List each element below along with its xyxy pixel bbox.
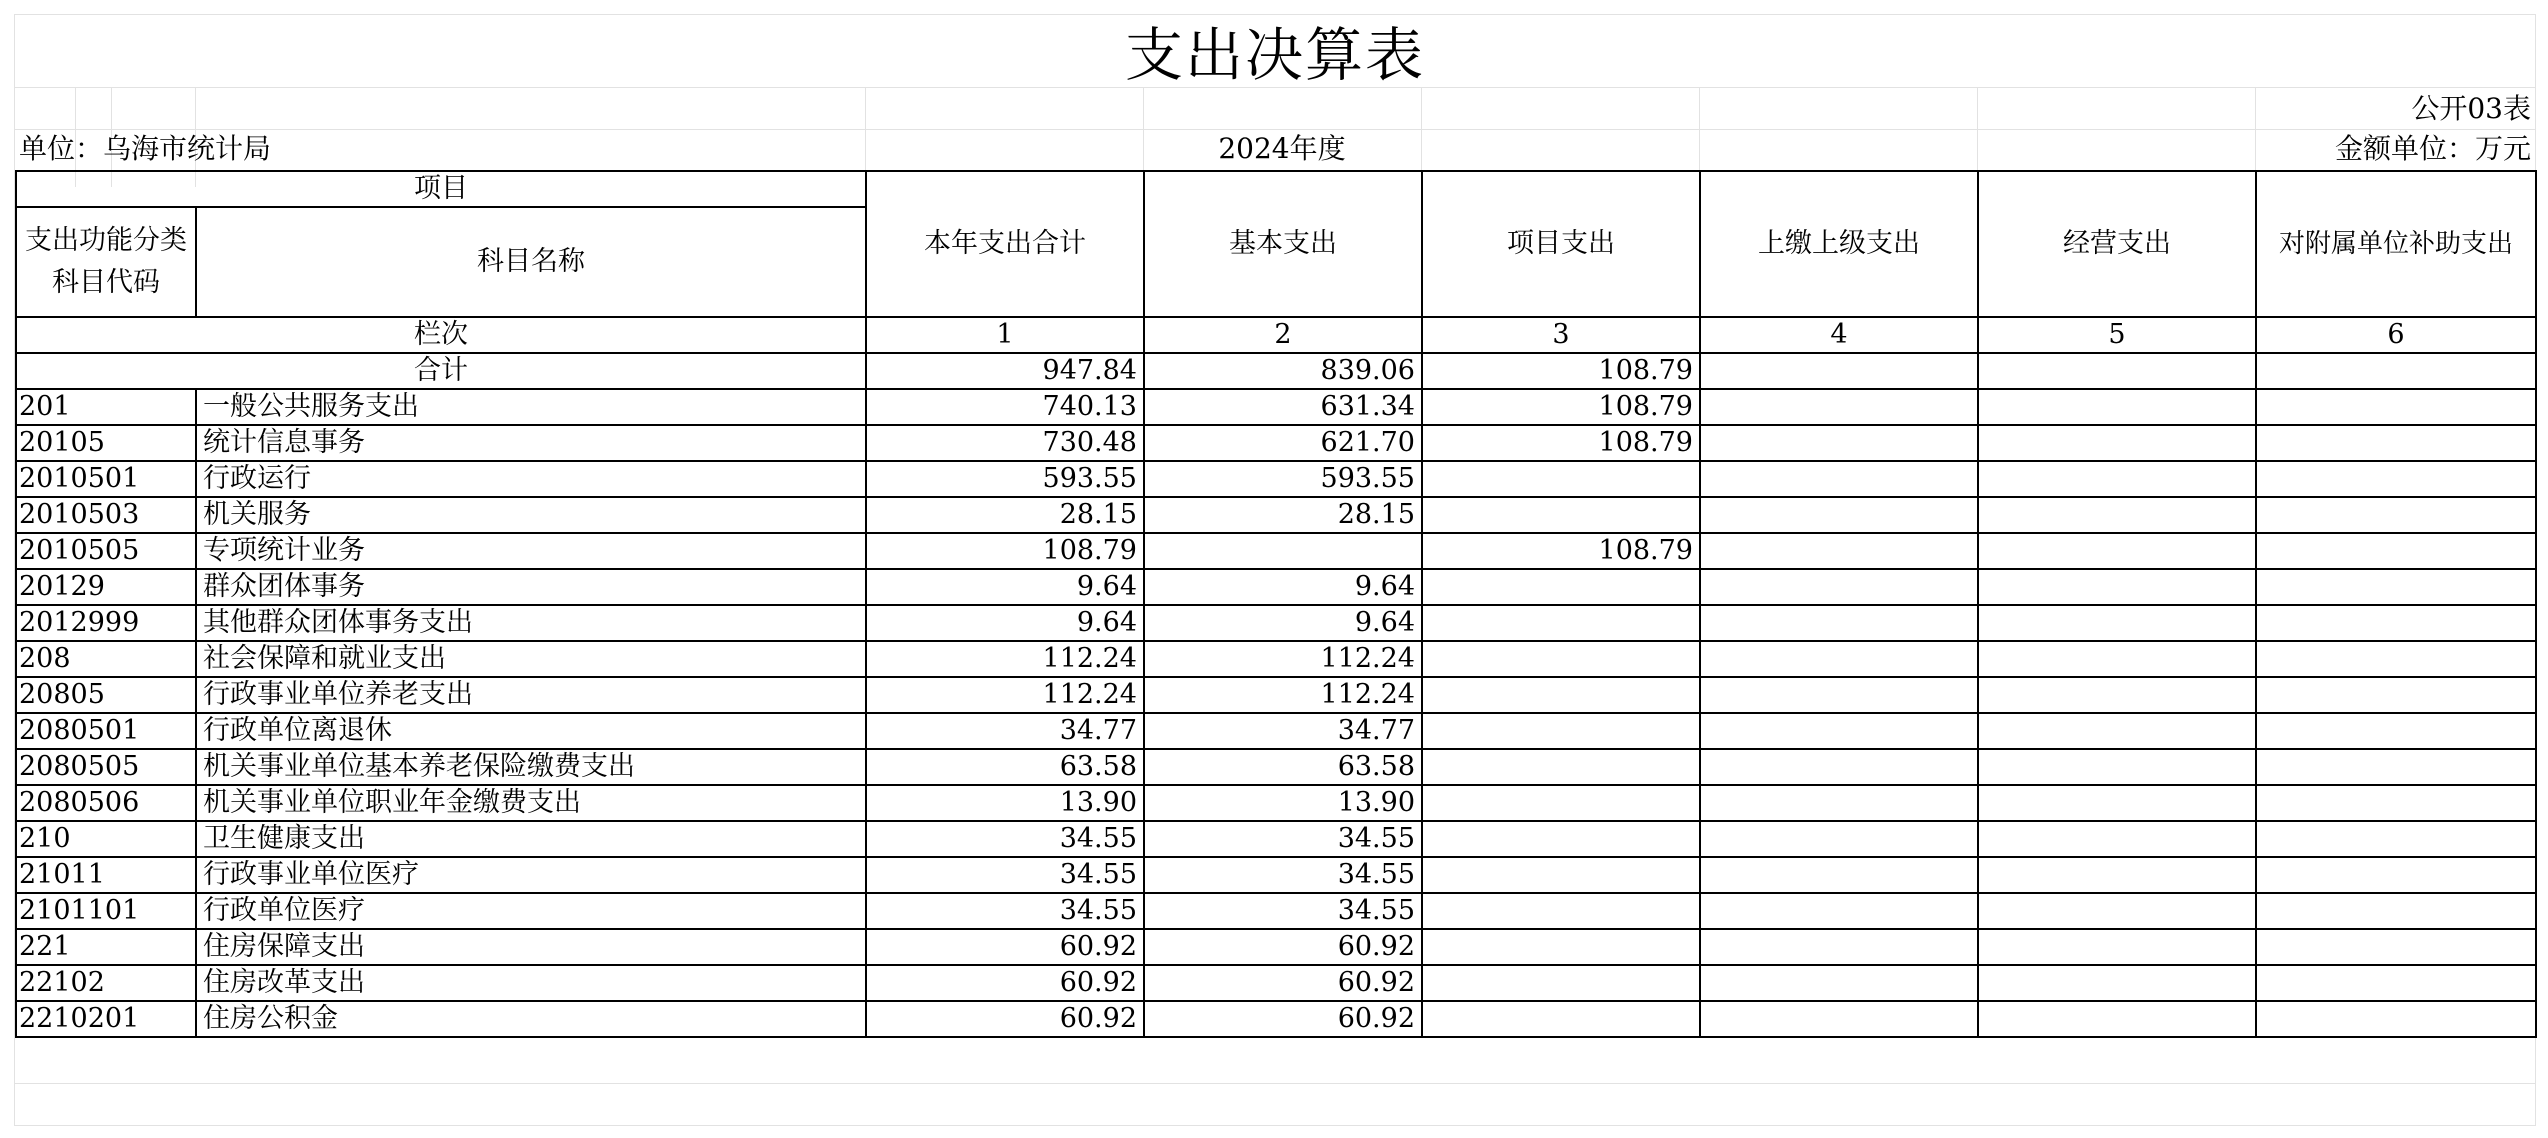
row-code: 2080501 [16,713,196,749]
row-value: 621.70 [1144,425,1422,461]
header-col-6: 对附属单位补助支出 [2256,171,2536,317]
lanci-num: 1 [866,317,1144,353]
row-value: 60.92 [866,1001,1144,1037]
row-value [1144,533,1422,569]
total-value: 947.84 [866,353,1144,389]
row-code: 2101101 [16,893,196,929]
header-code: 支出功能分类科目代码 [16,207,196,317]
row-value [1700,929,1978,965]
table-row [16,425,2536,461]
row-value [1978,929,2256,965]
table-row [16,857,2536,893]
row-name: 专项统计业务 [196,533,866,569]
row-value: 34.55 [1144,857,1422,893]
table-row [16,1001,2536,1037]
lanci-num: 2 [1144,317,1422,353]
row-value [1422,749,1700,785]
table-row [16,785,2536,821]
header-col-4: 上缴上级支出 [1700,171,1978,317]
row-value [2256,893,2536,929]
row-value: 13.90 [1144,785,1422,821]
table-row [16,965,2536,1001]
row-value: 34.55 [866,821,1144,857]
row-code: 201 [16,389,196,425]
row-value [1700,569,1978,605]
row-value [1978,749,2256,785]
row-value: 112.24 [1144,677,1422,713]
row-value [2256,713,2536,749]
total-value [1700,353,1978,389]
row-value [1978,713,2256,749]
total-value: 839.06 [1144,353,1422,389]
row-name: 住房改革支出 [196,965,866,1001]
lanci-num: 5 [1978,317,2256,353]
header-col-1: 本年支出合计 [866,171,1144,317]
row-value: 63.58 [1144,749,1422,785]
row-code: 2010503 [16,497,196,533]
row-value [1700,893,1978,929]
row-value: 60.92 [866,929,1144,965]
row-value [2256,1001,2536,1037]
row-value [1978,389,2256,425]
page-title: 支出决算表 [1124,21,1425,89]
row-value [1422,605,1700,641]
row-code: 2080505 [16,749,196,785]
row-value: 108.79 [1422,389,1700,425]
header-col-5: 经营支出 [1978,171,2256,317]
total-value: 108.79 [1422,353,1700,389]
row-value: 593.55 [866,461,1144,497]
row-value [1422,569,1700,605]
row-value: 112.24 [1144,641,1422,677]
table-row [16,749,2536,785]
row-value [2256,785,2536,821]
row-value [2256,929,2536,965]
row-name: 统计信息事务 [196,425,866,461]
row-name: 社会保障和就业支出 [196,641,866,677]
row-value [1700,533,1978,569]
row-name: 一般公共服务支出 [196,389,866,425]
row-name: 行政事业单位医疗 [196,857,866,893]
row-value [2256,389,2536,425]
row-name: 机关事业单位职业年金缴费支出 [196,785,866,821]
row-value: 9.64 [866,569,1144,605]
row-code: 2210201 [16,1001,196,1037]
row-value [2256,749,2536,785]
row-value [1422,713,1700,749]
row-value: 34.77 [1144,713,1422,749]
row-name: 机关服务 [196,497,866,533]
row-name: 住房公积金 [196,1001,866,1037]
table-row [16,929,2536,965]
row-code: 20129 [16,569,196,605]
row-value [1700,749,1978,785]
row-value [1422,497,1700,533]
row-value: 740.13 [866,389,1144,425]
table-row [16,893,2536,929]
row-value: 108.79 [1422,425,1700,461]
row-value [2256,425,2536,461]
row-code: 221 [16,929,196,965]
row-value [2256,569,2536,605]
row-value [1700,461,1978,497]
row-value: 34.55 [1144,821,1422,857]
row-value [2256,605,2536,641]
row-value [1700,965,1978,1001]
row-value [1700,605,1978,641]
form-code: 公开03表 [2411,92,2531,125]
row-value [1978,965,2256,1001]
row-value [1422,929,1700,965]
table-row [16,497,2536,533]
row-name: 机关事业单位基本养老保险缴费支出 [196,749,866,785]
header-col-2: 基本支出 [1144,171,1422,317]
grid-line [15,1083,2535,1084]
row-value [1422,677,1700,713]
row-value [1978,857,2256,893]
row-value: 9.64 [1144,569,1422,605]
row-value [2256,857,2536,893]
row-value [1422,641,1700,677]
row-value [1700,713,1978,749]
row-value [1978,461,2256,497]
row-value [1978,893,2256,929]
row-value: 28.15 [1144,497,1422,533]
row-value [1978,1001,2256,1037]
row-value [1700,389,1978,425]
row-value [1422,965,1700,1001]
row-value [1978,785,2256,821]
expenditure-table [15,170,2537,1038]
lanci-num: 6 [2256,317,2536,353]
lanci-num: 4 [1700,317,1978,353]
row-value [1978,821,2256,857]
row-value [1700,641,1978,677]
row-value [2256,461,2536,497]
row-code: 2010505 [16,533,196,569]
row-code: 2010501 [16,461,196,497]
row-value [2256,821,2536,857]
row-code: 20805 [16,677,196,713]
row-code: 2080506 [16,785,196,821]
header-project: 项目 [16,171,866,207]
row-name: 住房保障支出 [196,929,866,965]
header-col-3: 项目支出 [1422,171,1700,317]
header-name: 科目名称 [196,207,866,317]
row-value: 60.92 [1144,929,1422,965]
row-value: 63.58 [866,749,1144,785]
amount-unit-label: 金额单位：万元 [2334,132,2531,165]
table-row [16,713,2536,749]
row-value: 9.64 [1144,605,1422,641]
lanci-label: 栏次 [16,317,866,353]
row-value [1422,1001,1700,1037]
total-value [1978,353,2256,389]
row-code: 208 [16,641,196,677]
table-row [16,461,2536,497]
row-value [1978,605,2256,641]
row-value: 631.34 [1144,389,1422,425]
row-value [1422,821,1700,857]
total-value [2256,353,2536,389]
row-name: 卫生健康支出 [196,821,866,857]
row-value [1978,497,2256,533]
row-code: 22102 [16,965,196,1001]
row-value: 13.90 [866,785,1144,821]
table-row [16,569,2536,605]
spreadsheet [14,14,2536,1126]
row-value: 112.24 [866,677,1144,713]
row-value [1700,821,1978,857]
row-name: 群众团体事务 [196,569,866,605]
row-value: 60.92 [1144,965,1422,1001]
row-value [1978,425,2256,461]
row-name: 行政单位离退休 [196,713,866,749]
row-value [1700,425,1978,461]
row-value [1422,461,1700,497]
row-name: 其他群众团体事务支出 [196,605,866,641]
row-value [2256,641,2536,677]
row-value [1700,497,1978,533]
row-value: 730.48 [866,425,1144,461]
row-value: 60.92 [866,965,1144,1001]
row-value [1422,857,1700,893]
row-value [1978,677,2256,713]
table-row [16,821,2536,857]
row-value: 108.79 [1422,533,1700,569]
row-value [1978,641,2256,677]
total-label: 合计 [16,353,866,389]
row-value [1422,785,1700,821]
row-code: 20105 [16,425,196,461]
row-name: 行政事业单位养老支出 [196,677,866,713]
row-value [1700,1001,1978,1037]
unit-label: 单位：乌海市统计局 [19,132,272,165]
row-value: 34.55 [1144,893,1422,929]
row-value [1978,533,2256,569]
row-value [1422,893,1700,929]
row-value [2256,533,2536,569]
row-name: 行政运行 [196,461,866,497]
lanci-num: 3 [1422,317,1700,353]
row-value [2256,497,2536,533]
row-name: 行政单位医疗 [196,893,866,929]
table-row [16,605,2536,641]
row-value [1978,569,2256,605]
row-value: 28.15 [866,497,1144,533]
row-value: 34.55 [866,893,1144,929]
table-row [16,533,2536,569]
row-code: 21011 [16,857,196,893]
row-value: 60.92 [1144,1001,1422,1037]
row-value: 9.64 [866,605,1144,641]
row-value [2256,677,2536,713]
row-value: 112.24 [866,641,1144,677]
row-code: 210 [16,821,196,857]
table-row [16,641,2536,677]
row-value [1700,677,1978,713]
table-row [16,389,2536,425]
row-value: 34.77 [866,713,1144,749]
row-value [1700,785,1978,821]
row-value: 593.55 [1144,461,1422,497]
table-row [16,677,2536,713]
row-code: 2012999 [16,605,196,641]
row-value: 34.55 [866,857,1144,893]
row-value [2256,965,2536,1001]
row-value: 108.79 [866,533,1144,569]
row-value [1700,857,1978,893]
year-label: 2024年度 [1218,132,1346,165]
